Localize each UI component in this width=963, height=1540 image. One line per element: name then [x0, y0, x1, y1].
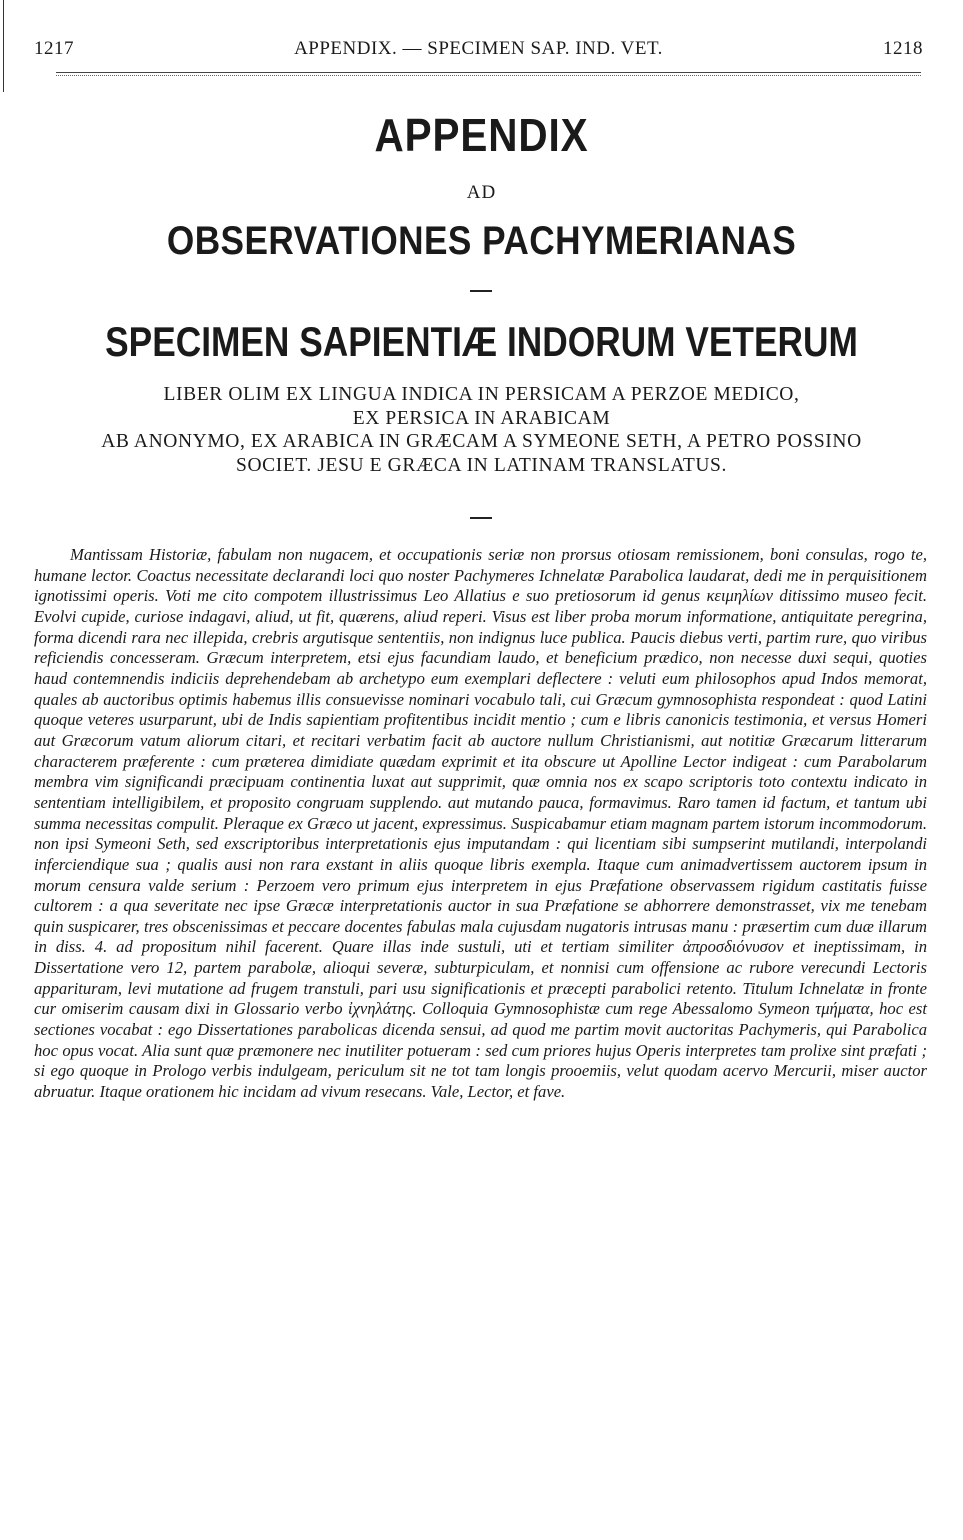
header-rule	[56, 72, 921, 76]
separator-dash	[470, 290, 492, 292]
title-appendix: APPENDIX	[374, 109, 589, 161]
subtitle-line: SOCIET. JESU E GRÆCA IN LATINAM TRANSLATUS.	[236, 454, 727, 476]
subtitle-line: AB ANONYMO, EX ARABICA IN GRÆCAM A SYMEONE SETH, A PETRO POSSINO	[101, 431, 862, 452]
separator-dash	[470, 517, 492, 519]
subtitle-line: LIBER OLIM EX LINGUA INDICA IN PERSICAM A PERZOE MEDICO,	[163, 384, 800, 405]
title-observationes: OBSERVATIONES PACHYMERIANAS	[166, 219, 797, 263]
preface-paragraph: Mantissam Historiæ, fabulam non nugacem, et occupationis seriæ non prorsus otiosam remissionem, boni consulas, rogo te, humane lector. Coactus necessitate declarandi loci quo noster Pachymeres Ichnelatæ Parabolica laudarat, dedi me in perquisitionem ignotissimi operis. Voti me cito compotem illustrissimus Leo Allatius e suo pretiosorum id genus κειμηλίων ditissimo museo fecit. Evolvi cupide, curiose indagavi, aliud, ut fit, quærens, aliud reperi. Visus est liber proba morum informatione, antiquitate peregrina, forma dicendi rara nec illepida, crebris argutisque sententiis, non indignus luce publica. Paucis diebus verti, partim rure, quo viribus reficiendis concesseram. Græcum interpretem, etsi ejus facundiam laudo, et beneficium prædico, non necesse duxi sequi, quoties haud contemnendis indiciis deprehendebam ab archetypo eum exemplari deflectere : veluti eum philosophos apud Indos memorat, quales ab auctoribus optimis habemus illis consuevisse nominari vocabulo tali, cui Græcum gymnosophista respondeat : quod Latini quoque veteres usurparunt, ubi de Indis sapientiam profitentibus incidit mentio ; cum e libris canonicis testimonia, et versus Homeri aut Græcorum vatum aliorum citari, et recitari verbatim facit ab auctore nullum Christianismi, aut notitiæ Græcarum litterarum characterem præferente : cum præterea dimidiate quædam exprimit et ita obscure ut Apolline Lector indigeat : cum Parabolarum membra vim significandi præcipuam continentia luxat aut supprimit, quæ omnia nos ex scapo scriptoris toto contextu indicato in sententiam intelligibilem, et proposito congruam supplendo. aut mutando pauca, formavimus. Raro tamen id factum, et tantum ubi summa necessitas compulit. Pleraque ex Græco ut jacent, expressimus. Suspicabamur etiam magnam partem istorum incommodorum. non ipsi Symeoni Seth, sed exscriptoribus interpretationis ejus imputandam : qui licentiam sibi sumpserint mutilandi, interpolandi inferciendique sua ; qualis ausi non rara exstant in aliis quoque libris exempla. Itaque cum animadvertissem auctorem ipsum in morum censura valde serium : Perzoem vero primum ejus interpretem in ejus Præfatione observassem rigidum castitatis fuisse cultorem : a qua severitate nec ipse Græcæ interpretationis auctor in sua Præfatione se abhorrere demonstrasset, vix me tenebam quin suspicarer, tres obscenissimas et peccare docentes fabulas mala cujusdam nugatoris intrusas manu : præsertim cum duæ illarum in diss. 4. ad propositum nihil facerent. Quare illas inde sustuli, uti et tertiam similiter ἀπροσδιόνυσον et ineptissimam, in Dissertatione vero 12, partem parabolæ, alioqui severæ, subturpiculam, et nonnisi cum offensione ac rubore verecundi Lectoris apparituram, levi mutatione ad frugem transtuli, pari usu significationis et præcepti parabolici retento. Titulum Ichnelatæ in fronte cur omiserim causam dixi in Glossario verbo ἰχνηλάτης. Colloquia Gymnosophistæ cum rege Abessalomo Symeon τμήματα, hoc est sectiones vocabat : ego Dissertationes parabolicas dicenda sensui, ad quod me partim movit auctoritas Pachymeris, qui Parabolica hoc opus vocat. Alia sunt quæ præmonere nec inutiliter potueram : sed cum priores hujus Operis interpretes tam prolixe sint præfati ; si ego quoque in Prologo verbis indulgeam, periculum sit ne tot tam longis prooemiis, velut quodam acervo Mercurii, miser auctor abruatur. Itaque orationem hic incidam ad vivum resecans. Vale, Lector, et fave.	[34, 545, 927, 1102]
running-head-title: APPENDIX. — SPECIMEN SAP. IND. VET.	[294, 38, 663, 59]
page-number-left: 1217	[34, 38, 74, 59]
running-head	[34, 38, 923, 62]
preface-text	[34, 545, 927, 1103]
page-number-right: 1218	[883, 38, 923, 59]
title-ad: AD	[466, 182, 497, 203]
subtitle-line: EX PERSICA IN ARABICAM	[352, 407, 611, 429]
title-specimen: SPECIMEN SAPIENTIÆ INDORUM VETERUM	[105, 318, 858, 365]
margin-rule	[3, 0, 4, 92]
subtitle-block	[60, 383, 903, 477]
